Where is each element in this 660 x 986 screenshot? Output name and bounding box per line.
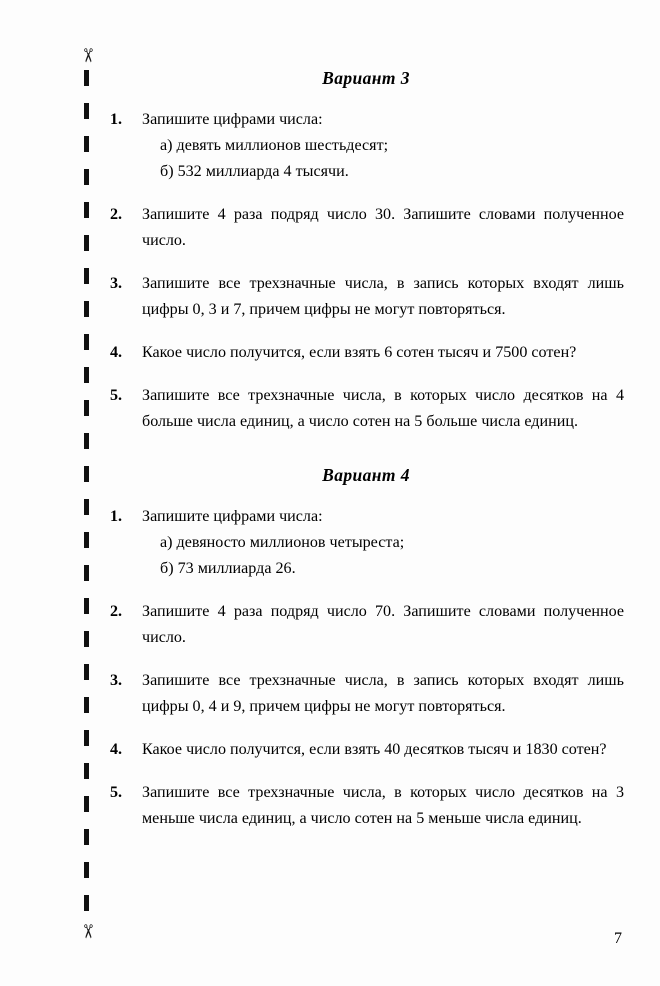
task-subitem: б) 532 миллиарда 4 тысячи. [160, 163, 349, 180]
task-text: Какое число получится, если взять 6 сотен тысяч и 7500 сотен? [142, 344, 577, 361]
task-text: Запишите цифрами числа: [142, 508, 323, 525]
task-item [108, 271, 624, 323]
task-text: Запишите все трехзначные числа, в которых число десятков на 4 больше числа единиц, а число сотен на 5 больше числа единиц. [142, 387, 624, 430]
task-item [108, 780, 624, 832]
variant-3-task-list [108, 107, 624, 435]
task-item [108, 340, 624, 366]
task-text: Запишите все трехзначные числа, в запись которых входят лишь цифры 0, 3 и 7, причем цифры не могут повторяться. [142, 275, 624, 318]
task-number: 1. [110, 508, 123, 525]
task-item [108, 737, 624, 763]
task-subitem: б) 73 миллиарда 26. [160, 560, 296, 577]
cut-line [78, 44, 96, 942]
task-subitems [142, 133, 624, 185]
variant-4-task-list [108, 504, 624, 832]
task-number: 3. [110, 672, 123, 689]
task-number: 5. [110, 387, 123, 404]
task-text: Запишите все трехзначные числа, в запись которых входят лишь цифры 0, 4 и 9, причем цифры не могут повторяться. [142, 672, 624, 715]
task-text: Запишите цифрами числа: [142, 111, 323, 128]
task-subitems [142, 530, 624, 582]
task-text: Запишите 4 раза подряд число 30. Запишите словами полученное число. [142, 206, 624, 249]
task-subitem: а) девять миллионов шестьдесят; [160, 137, 389, 154]
task-number: 2. [110, 206, 123, 223]
variant-4-title: Вариант 4 [322, 465, 410, 485]
task-item [108, 202, 624, 254]
task-item [108, 504, 624, 582]
task-number: 2. [110, 603, 123, 620]
task-text: Запишите все трехзначные числа, в которых число десятков на 3 меньше числа единиц, а число сотен на 5 меньше числа единиц. [142, 784, 624, 827]
task-item [108, 107, 624, 185]
scissors-icon-bottom: ✂ [76, 923, 98, 940]
worksheet-content [108, 56, 624, 832]
dashed-cut-rule [84, 70, 89, 918]
scissors-icon-top: ✂ [76, 47, 98, 64]
task-subitem: а) девяносто миллионов четыреста; [160, 534, 405, 551]
task-number: 5. [110, 784, 123, 801]
task-text: Какое число получится, если взять 40 десятков тысяч и 1830 сотен? [142, 741, 607, 758]
task-number: 1. [110, 111, 123, 128]
page-number: 7 [614, 930, 622, 947]
task-item [108, 599, 624, 651]
variant-3-title: Вариант 3 [322, 68, 410, 88]
task-number: 3. [110, 275, 123, 292]
task-text: Запишите 4 раза подряд число 70. Запишите словами полученное число. [142, 603, 624, 646]
task-number: 4. [110, 344, 123, 361]
task-item [108, 668, 624, 720]
task-number: 4. [110, 741, 123, 758]
task-item [108, 383, 624, 435]
